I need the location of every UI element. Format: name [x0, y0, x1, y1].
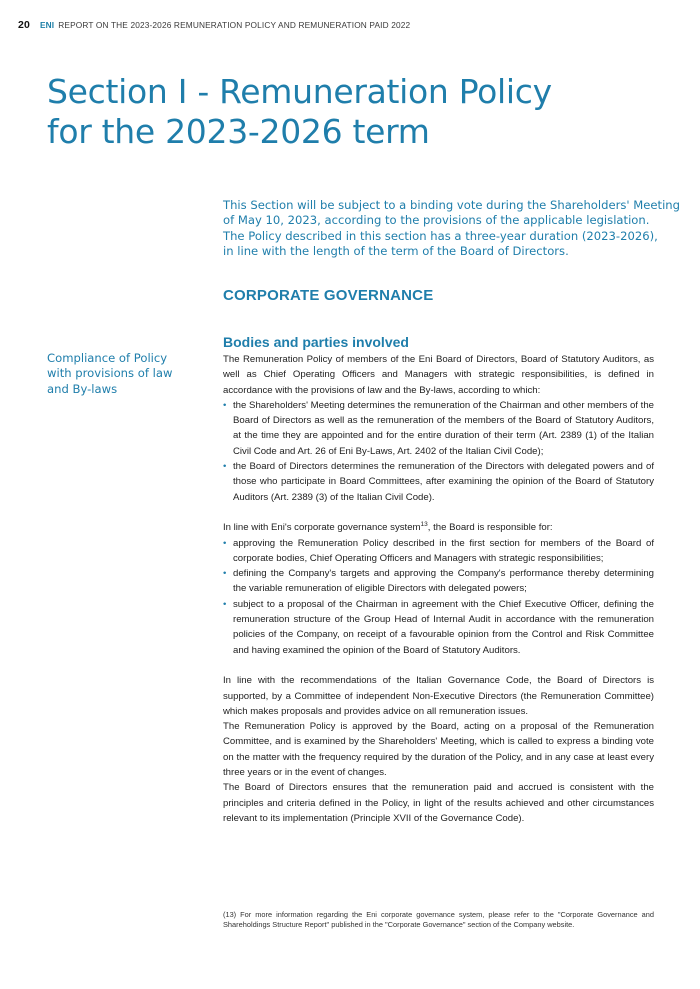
page-number: 20 [18, 19, 30, 31]
intro-line: in line with the length of the term of the Board of Directors. [223, 244, 569, 259]
body-text [223, 352, 654, 826]
brand-name: ENI [39, 20, 55, 30]
intro-line: This Section will be subject to a binding vote during the Shareholders' Meeting [223, 198, 681, 212]
paragraph-1: The Remuneration Policy of members of the Eni Board of Directors, Board of Statutory Auditors, as well as Chief Operating Officers and Managers with strategic responsibilities, is defined in accordance with the provisions of law and the By-laws, according to which: [223, 354, 654, 396]
corporate-governance-heading: CORPORATE GOVERNANCE [223, 287, 434, 304]
paragraph-5: The Board of Directors ensures that the remuneration paid and accrued is consistent with the principles and criteria defined in the Policy, in light of the results achieved and other circumstances relevant to its implementation (Principle XVII of the Governance Code). [223, 782, 654, 824]
footnote-ref: 13 [420, 521, 428, 529]
list-item: • approving the Remuneration Policy described in the first section for members of the Board of corporate bodies, Chief Operating Officers and Managers with strategic responsibilities; [223, 536, 654, 567]
list-item: • defining the Company's targets and approving the Company's performance thereby determining the variable remuneration of eligible Directors with delegated powers; [223, 566, 654, 597]
report-title: REPORT ON THE 2023-2026 REMUNERATION POLICY AND REMUNERATION PAID 2022 [58, 20, 411, 30]
bullet-list-1 [223, 398, 654, 505]
intro-line: The Policy described in this section has a three-year duration (2023-2026), [223, 228, 658, 243]
paragraph-2-tail: , the Board is responsible for: [427, 522, 553, 534]
paragraph-4: The Remuneration Policy is approved by the Board, acting on a proposal of the Remuneration Committee, and is examined by the Shareholders' Meeting, which is called to express a binding vote on the matter with the frequency required by the duration of the Policy, and in any case at least every three years or in the event of changes. [223, 721, 654, 779]
footnote: (13) For more information regarding the Eni corporate governance system, please refer to the "Corporate Governance and Shareholdings Structure Report" published in the "Corporate Governance" section of the Company website. [223, 910, 654, 929]
sidebar-note [47, 351, 207, 397]
page-header [18, 19, 410, 31]
sidebar-line: and By-laws [47, 381, 118, 396]
intro-line: of May 10, 2023, according to the provisions of the applicable legislation. [223, 213, 650, 228]
sidebar-line: with provisions of law [47, 366, 173, 381]
sidebar-line: Compliance of Policy [47, 351, 168, 365]
section-title-line-1: Section I - Remuneration Policy [47, 72, 552, 111]
intro-paragraph [223, 198, 681, 260]
list-item: • the Board of Directors determines the remuneration of the Directors with delegated powers and of those who participate in Board Committees, after examining the opinion of the Board of Statutory Auditors (Art. 2389 (3) of the Italian Civil Code). [223, 459, 654, 505]
paragraph-2-text: In line with Eni's corporate governance system [223, 522, 421, 534]
list-item: • subject to a proposal of the Chairman in agreement with the Chief Executive Officer, defining the remuneration structure of the Group Head of Internal Audit in accordance with the remuneration policies of the Company, on receipt of a favourable opinion from the Control and Risk Committee and having examined the opinion of the Board of Statutory Auditors. [223, 597, 654, 658]
bodies-heading: Bodies and parties involved [223, 334, 409, 350]
section-title-line-2: for the 2023-2026 term [47, 112, 430, 151]
paragraph-3: In line with the recommendations of the Italian Governance Code, the Board of Directors is supported, by a Committee of independent Non-Executive Directors (the Remuneration Committee) which makes proposals and provides advice on all remuneration issues. [223, 675, 654, 717]
section-title [47, 72, 552, 152]
list-item: • the Shareholders' Meeting determines the remuneration of the Chairman and other members of the Board of Directors as well as the remuneration of the members of the Board of Statutory Auditors, at the time they are appointed and for the entire duration of their term (Art. 2389 (1) of the Italian Civil Code and Art. 26 of Eni By-Laws, Art. 2402 of the Italian Civil Code); [223, 398, 654, 459]
paragraph-2 [223, 520, 654, 535]
bullet-list-2 [223, 536, 654, 658]
